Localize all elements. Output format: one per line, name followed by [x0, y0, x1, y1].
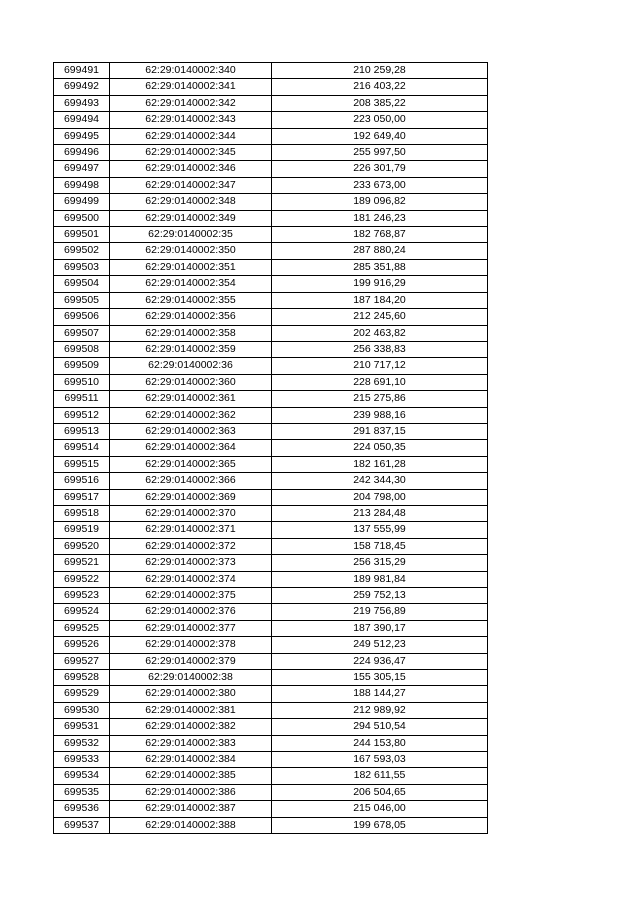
cadastral-value-cell: 213 284,48 — [272, 505, 488, 521]
row-number-cell: 699510 — [54, 374, 110, 390]
cadastral-number-cell: 62:29:0140002:372 — [110, 538, 272, 554]
table-row — [54, 653, 488, 669]
cadastral-value-cell: 228 691,10 — [272, 374, 488, 390]
table-row — [54, 702, 488, 718]
cadastral-number-cell: 62:29:0140002:388 — [110, 817, 272, 833]
row-number-cell: 699536 — [54, 801, 110, 817]
table-row — [54, 374, 488, 390]
table-row — [54, 177, 488, 193]
row-number-cell: 699501 — [54, 227, 110, 243]
table-row — [54, 604, 488, 620]
row-number-cell: 699524 — [54, 604, 110, 620]
cadastral-number-cell: 62:29:0140002:349 — [110, 210, 272, 226]
cadastral-number-cell: 62:29:0140002:365 — [110, 456, 272, 472]
table-row — [54, 292, 488, 308]
cadastral-value-cell: 287 880,24 — [272, 243, 488, 259]
cadastral-value-cell: 224 936,47 — [272, 653, 488, 669]
row-number-cell: 699509 — [54, 358, 110, 374]
cadastral-number-cell: 62:29:0140002:345 — [110, 145, 272, 161]
table-row — [54, 276, 488, 292]
cadastral-number-cell: 62:29:0140002:384 — [110, 752, 272, 768]
row-number-cell: 699492 — [54, 79, 110, 95]
cadastral-value-cell: 199 678,05 — [272, 817, 488, 833]
row-number-cell: 699498 — [54, 177, 110, 193]
row-number-cell: 699499 — [54, 194, 110, 210]
cadastral-number-cell: 62:29:0140002:361 — [110, 391, 272, 407]
table-row — [54, 161, 488, 177]
cadastral-value-cell: 188 144,27 — [272, 686, 488, 702]
cadastral-value-cell: 285 351,88 — [272, 259, 488, 275]
cadastral-value-cell: 233 673,00 — [272, 177, 488, 193]
row-number-cell: 699512 — [54, 407, 110, 423]
row-number-cell: 699519 — [54, 522, 110, 538]
table-row — [54, 423, 488, 439]
table-row — [54, 456, 488, 472]
cadastral-value-table — [53, 62, 488, 834]
cadastral-value-cell: 210 717,12 — [272, 358, 488, 374]
cadastral-number-cell: 62:29:0140002:379 — [110, 653, 272, 669]
table-row — [54, 79, 488, 95]
row-number-cell: 699505 — [54, 292, 110, 308]
table-row — [54, 309, 488, 325]
cadastral-number-cell: 62:29:0140002:380 — [110, 686, 272, 702]
cadastral-value-cell: 291 837,15 — [272, 423, 488, 439]
cadastral-value-cell: 255 997,50 — [272, 145, 488, 161]
row-number-cell: 699503 — [54, 259, 110, 275]
table-row — [54, 555, 488, 571]
table-row — [54, 95, 488, 111]
cadastral-number-cell: 62:29:0140002:351 — [110, 259, 272, 275]
row-number-cell: 699496 — [54, 145, 110, 161]
cadastral-number-cell: 62:29:0140002:356 — [110, 309, 272, 325]
row-number-cell: 699506 — [54, 309, 110, 325]
row-number-cell: 699529 — [54, 686, 110, 702]
cadastral-number-cell: 62:29:0140002:343 — [110, 112, 272, 128]
row-number-cell: 699493 — [54, 95, 110, 111]
cadastral-number-cell: 62:29:0140002:346 — [110, 161, 272, 177]
cadastral-number-cell: 62:29:0140002:378 — [110, 637, 272, 653]
table-row — [54, 817, 488, 833]
table-row — [54, 719, 488, 735]
row-number-cell: 699526 — [54, 637, 110, 653]
table-row — [54, 341, 488, 357]
table-row — [54, 489, 488, 505]
cadastral-number-cell: 62:29:0140002:374 — [110, 571, 272, 587]
cadastral-number-cell: 62:29:0140002:342 — [110, 95, 272, 111]
row-number-cell: 699537 — [54, 817, 110, 833]
cadastral-number-cell: 62:29:0140002:360 — [110, 374, 272, 390]
cadastral-value-cell: 226 301,79 — [272, 161, 488, 177]
cadastral-number-cell: 62:29:0140002:370 — [110, 505, 272, 521]
cadastral-number-cell: 62:29:0140002:344 — [110, 128, 272, 144]
table-row — [54, 112, 488, 128]
table-row — [54, 784, 488, 800]
cadastral-value-cell: 182 611,55 — [272, 768, 488, 784]
cadastral-number-cell: 62:29:0140002:362 — [110, 407, 272, 423]
table-row — [54, 210, 488, 226]
cadastral-value-cell: 224 050,35 — [272, 440, 488, 456]
cadastral-number-cell: 62:29:0140002:387 — [110, 801, 272, 817]
row-number-cell: 699532 — [54, 735, 110, 751]
table-row — [54, 325, 488, 341]
cadastral-value-cell: 244 153,80 — [272, 735, 488, 751]
cadastral-value-cell: 182 161,28 — [272, 456, 488, 472]
row-number-cell: 699511 — [54, 391, 110, 407]
cadastral-value-cell: 208 385,22 — [272, 95, 488, 111]
row-number-cell: 699513 — [54, 423, 110, 439]
table-row — [54, 440, 488, 456]
cadastral-number-cell: 62:29:0140002:383 — [110, 735, 272, 751]
row-number-cell: 699507 — [54, 325, 110, 341]
row-number-cell: 699523 — [54, 588, 110, 604]
cadastral-value-cell: 167 593,03 — [272, 752, 488, 768]
table-row — [54, 670, 488, 686]
row-number-cell: 699494 — [54, 112, 110, 128]
row-number-cell: 699531 — [54, 719, 110, 735]
cadastral-number-cell: 62:29:0140002:377 — [110, 620, 272, 636]
cadastral-value-cell: 189 096,82 — [272, 194, 488, 210]
table-row — [54, 407, 488, 423]
cadastral-value-cell: 219 756,89 — [272, 604, 488, 620]
row-number-cell: 699500 — [54, 210, 110, 226]
cadastral-number-cell: 62:29:0140002:36 — [110, 358, 272, 374]
cadastral-value-cell: 158 718,45 — [272, 538, 488, 554]
table-row — [54, 538, 488, 554]
row-number-cell: 699491 — [54, 63, 110, 79]
cadastral-value-cell: 215 275,86 — [272, 391, 488, 407]
row-number-cell: 699530 — [54, 702, 110, 718]
cadastral-value-cell: 212 245,60 — [272, 309, 488, 325]
table-row — [54, 768, 488, 784]
cadastral-value-cell: 210 259,28 — [272, 63, 488, 79]
cadastral-number-cell: 62:29:0140002:371 — [110, 522, 272, 538]
table-row — [54, 128, 488, 144]
table-row — [54, 588, 488, 604]
cadastral-value-cell: 199 916,29 — [272, 276, 488, 292]
cadastral-value-cell: 223 050,00 — [272, 112, 488, 128]
cadastral-number-cell: 62:29:0140002:359 — [110, 341, 272, 357]
row-number-cell: 699516 — [54, 473, 110, 489]
table-row — [54, 522, 488, 538]
table-row — [54, 63, 488, 79]
cadastral-value-cell: 181 246,23 — [272, 210, 488, 226]
cadastral-number-cell: 62:29:0140002:369 — [110, 489, 272, 505]
cadastral-value-cell: 182 768,87 — [272, 227, 488, 243]
row-number-cell: 699514 — [54, 440, 110, 456]
table-row — [54, 620, 488, 636]
cadastral-value-cell: 256 338,83 — [272, 341, 488, 357]
cadastral-number-cell: 62:29:0140002:354 — [110, 276, 272, 292]
table-row — [54, 735, 488, 751]
table-row — [54, 391, 488, 407]
cadastral-value-cell: 187 184,20 — [272, 292, 488, 308]
cadastral-number-cell: 62:29:0140002:340 — [110, 63, 272, 79]
cadastral-number-cell: 62:29:0140002:350 — [110, 243, 272, 259]
table-body — [54, 63, 488, 834]
cadastral-number-cell: 62:29:0140002:363 — [110, 423, 272, 439]
row-number-cell: 699520 — [54, 538, 110, 554]
row-number-cell: 699517 — [54, 489, 110, 505]
cadastral-number-cell: 62:29:0140002:376 — [110, 604, 272, 620]
cadastral-value-cell: 137 555,99 — [272, 522, 488, 538]
cadastral-value-cell: 216 403,22 — [272, 79, 488, 95]
table-row — [54, 145, 488, 161]
cadastral-value-cell: 189 981,84 — [272, 571, 488, 587]
cadastral-number-cell: 62:29:0140002:347 — [110, 177, 272, 193]
cadastral-value-cell: 294 510,54 — [272, 719, 488, 735]
table-row — [54, 243, 488, 259]
table-row — [54, 505, 488, 521]
cadastral-number-cell: 62:29:0140002:355 — [110, 292, 272, 308]
cadastral-number-cell: 62:29:0140002:366 — [110, 473, 272, 489]
cadastral-value-cell: 239 988,16 — [272, 407, 488, 423]
cadastral-number-cell: 62:29:0140002:358 — [110, 325, 272, 341]
row-number-cell: 699528 — [54, 670, 110, 686]
row-number-cell: 699522 — [54, 571, 110, 587]
cadastral-number-cell: 62:29:0140002:341 — [110, 79, 272, 95]
cadastral-number-cell: 62:29:0140002:38 — [110, 670, 272, 686]
cadastral-value-cell: 215 046,00 — [272, 801, 488, 817]
cadastral-value-cell: 259 752,13 — [272, 588, 488, 604]
row-number-cell: 699534 — [54, 768, 110, 784]
cadastral-number-cell: 62:29:0140002:364 — [110, 440, 272, 456]
table-row — [54, 259, 488, 275]
cadastral-number-cell: 62:29:0140002:385 — [110, 768, 272, 784]
cadastral-value-cell: 202 463,82 — [272, 325, 488, 341]
row-number-cell: 699535 — [54, 784, 110, 800]
cadastral-value-cell: 206 504,65 — [272, 784, 488, 800]
row-number-cell: 699504 — [54, 276, 110, 292]
table-row — [54, 637, 488, 653]
cadastral-value-cell: 187 390,17 — [272, 620, 488, 636]
row-number-cell: 699521 — [54, 555, 110, 571]
table-row — [54, 473, 488, 489]
cadastral-number-cell: 62:29:0140002:381 — [110, 702, 272, 718]
row-number-cell: 699495 — [54, 128, 110, 144]
row-number-cell: 699508 — [54, 341, 110, 357]
cadastral-value-cell: 256 315,29 — [272, 555, 488, 571]
table-row — [54, 227, 488, 243]
row-number-cell: 699515 — [54, 456, 110, 472]
cadastral-value-cell: 212 989,92 — [272, 702, 488, 718]
cadastral-value-cell: 155 305,15 — [272, 670, 488, 686]
table-row — [54, 194, 488, 210]
row-number-cell: 699518 — [54, 505, 110, 521]
cadastral-number-cell: 62:29:0140002:348 — [110, 194, 272, 210]
row-number-cell: 699502 — [54, 243, 110, 259]
cadastral-number-cell: 62:29:0140002:375 — [110, 588, 272, 604]
cadastral-number-cell: 62:29:0140002:35 — [110, 227, 272, 243]
row-number-cell: 699525 — [54, 620, 110, 636]
table-row — [54, 686, 488, 702]
table-row — [54, 571, 488, 587]
cadastral-value-cell: 192 649,40 — [272, 128, 488, 144]
cadastral-value-cell: 204 798,00 — [272, 489, 488, 505]
row-number-cell: 699527 — [54, 653, 110, 669]
table-row — [54, 801, 488, 817]
cadastral-value-cell: 242 344,30 — [272, 473, 488, 489]
table-row — [54, 752, 488, 768]
row-number-cell: 699533 — [54, 752, 110, 768]
cadastral-number-cell: 62:29:0140002:382 — [110, 719, 272, 735]
table-row — [54, 358, 488, 374]
cadastral-number-cell: 62:29:0140002:373 — [110, 555, 272, 571]
cadastral-value-cell: 249 512,23 — [272, 637, 488, 653]
row-number-cell: 699497 — [54, 161, 110, 177]
cadastral-number-cell: 62:29:0140002:386 — [110, 784, 272, 800]
